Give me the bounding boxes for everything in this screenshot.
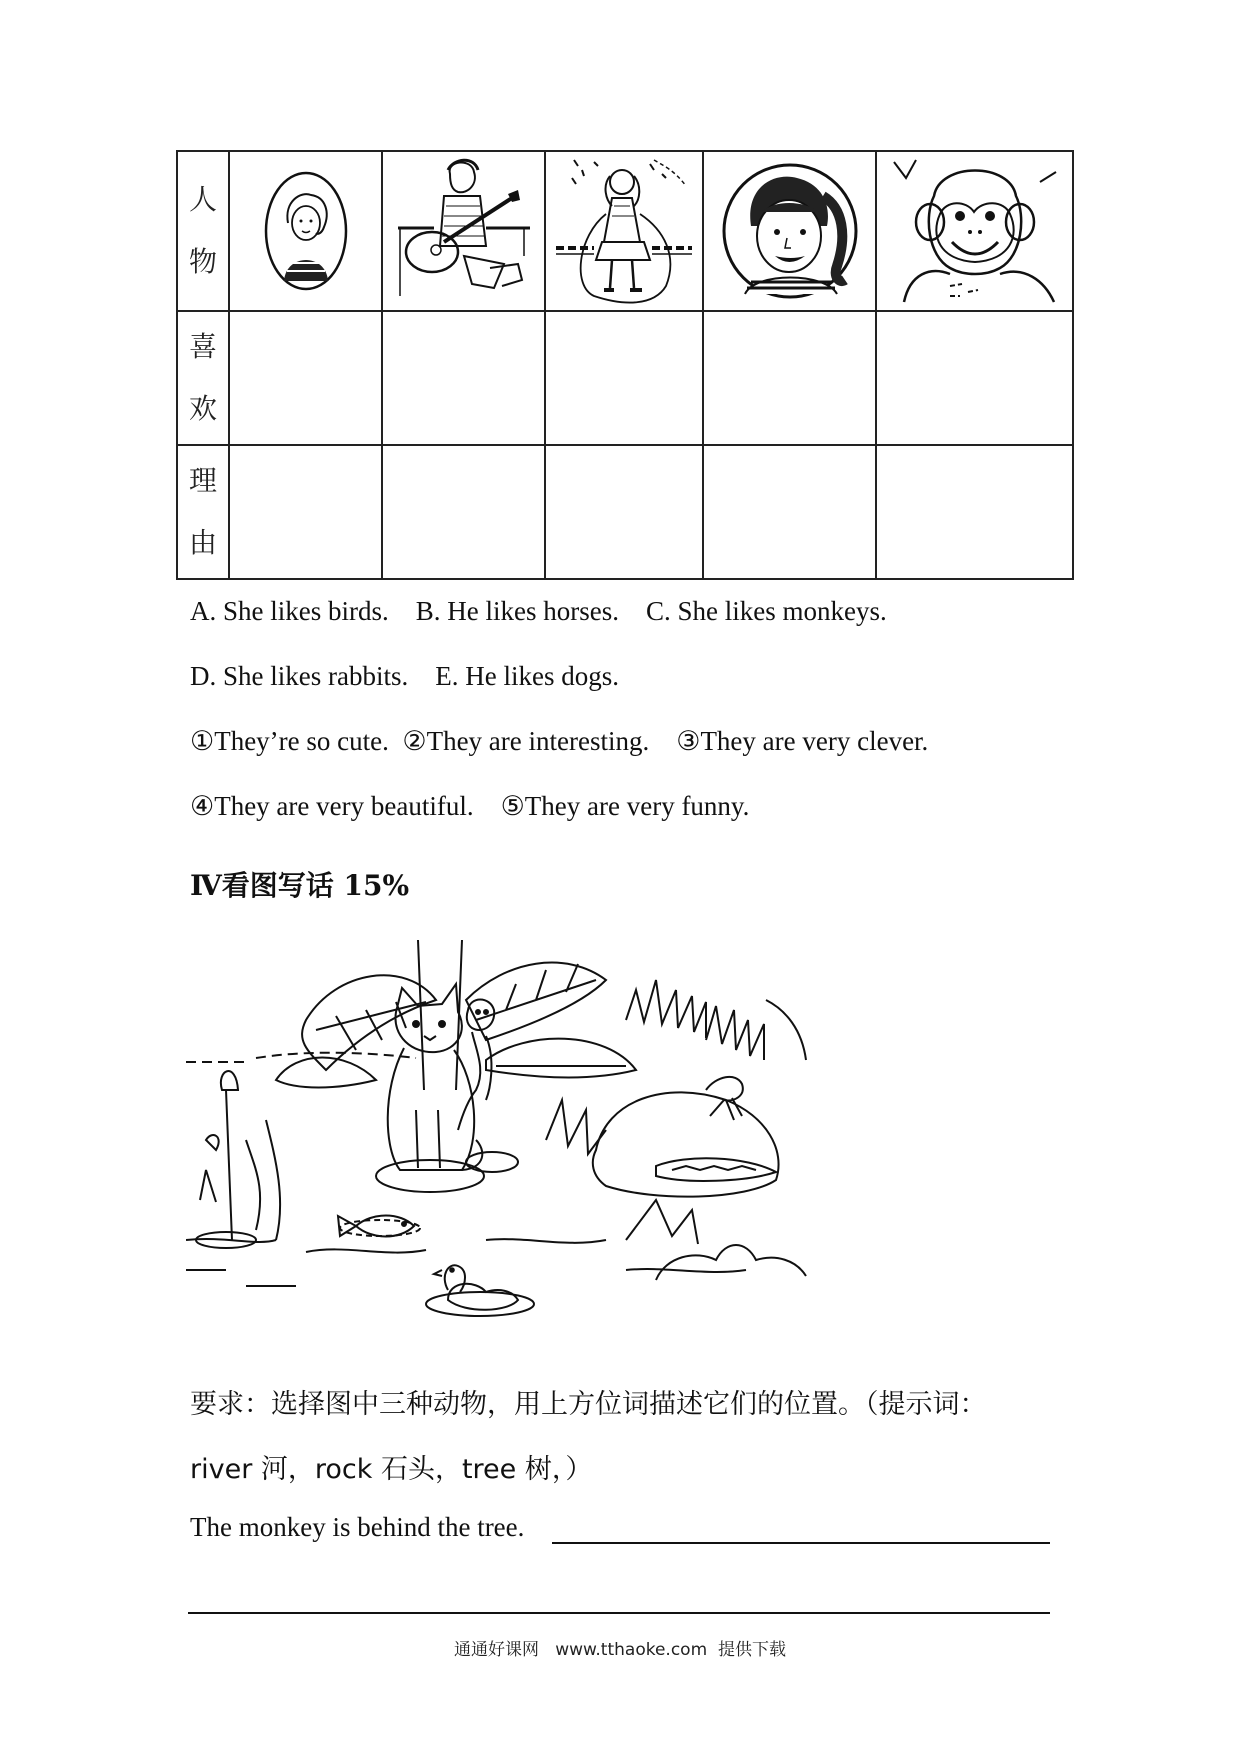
- reason-answer-cell-1[interactable]: [229, 445, 382, 579]
- boy-guitar-icon: [394, 156, 534, 306]
- footer-credit: 通通好课网 www.tthaoke.com 提供下载: [454, 1640, 786, 1660]
- reasons-line-2: ④They are very beautiful. ⑤They are very funny.: [190, 791, 750, 821]
- requirement-line-2: river 河，rock 石头，tree 树，）: [190, 1454, 593, 1485]
- likes-answer-cell-3[interactable]: [545, 311, 703, 445]
- options-line-2: D. She likes rabbits. E. He likes dogs.: [190, 661, 619, 691]
- options-line-1: A. She likes birds. B. He likes horses. C. She likes monkeys.: [190, 596, 887, 626]
- table-row-people: [177, 151, 1073, 311]
- person-1-picture-cell: [229, 151, 382, 311]
- row-label-people: 人 物: [177, 151, 229, 311]
- table-row-likes: [177, 311, 1073, 445]
- likes-answer-cell-4[interactable]: [703, 311, 876, 445]
- section-title: Ⅳ看图写话 15%: [190, 869, 410, 902]
- person-2-picture-cell: [382, 151, 545, 311]
- person-3-picture-cell: [545, 151, 703, 311]
- reasons-line-1: ①They’re so cute. ②They are interesting. ③They are very clever.: [190, 726, 929, 756]
- girl-ponytail-icon: [715, 156, 865, 306]
- likes-answer-cell-2[interactable]: [382, 311, 545, 445]
- answer-line-2[interactable]: [188, 1612, 1050, 1614]
- example-sentence: The monkey is behind the tree.: [190, 1512, 525, 1542]
- likes-answer-cell-5[interactable]: [876, 311, 1073, 445]
- reason-answer-cell-2[interactable]: [382, 445, 545, 579]
- answer-line-1[interactable]: [552, 1542, 1050, 1544]
- animal-scene-picture: [186, 940, 816, 1335]
- table-row-reason: [177, 445, 1073, 579]
- person-4-picture-cell: [703, 151, 876, 311]
- row-label-likes: 喜 欢: [177, 311, 229, 445]
- monkey-face-icon: [890, 156, 1060, 306]
- monkey-picture-cell: [876, 151, 1073, 311]
- pond-scene-icon: [186, 940, 816, 1330]
- reason-answer-cell-5[interactable]: [876, 445, 1073, 579]
- row-label-reason: 理 由: [177, 445, 229, 579]
- reason-answer-cell-3[interactable]: [545, 445, 703, 579]
- requirement-line-1: 要求：选择图中三种动物，用上方位词描述它们的位置。（提示词：: [190, 1389, 987, 1420]
- girl-portrait-icon: [256, 161, 356, 301]
- likes-answer-cell-1[interactable]: [229, 311, 382, 445]
- info-table: [176, 150, 1074, 580]
- girl-jump-rope-icon: [554, 156, 694, 306]
- reason-answer-cell-4[interactable]: [703, 445, 876, 579]
